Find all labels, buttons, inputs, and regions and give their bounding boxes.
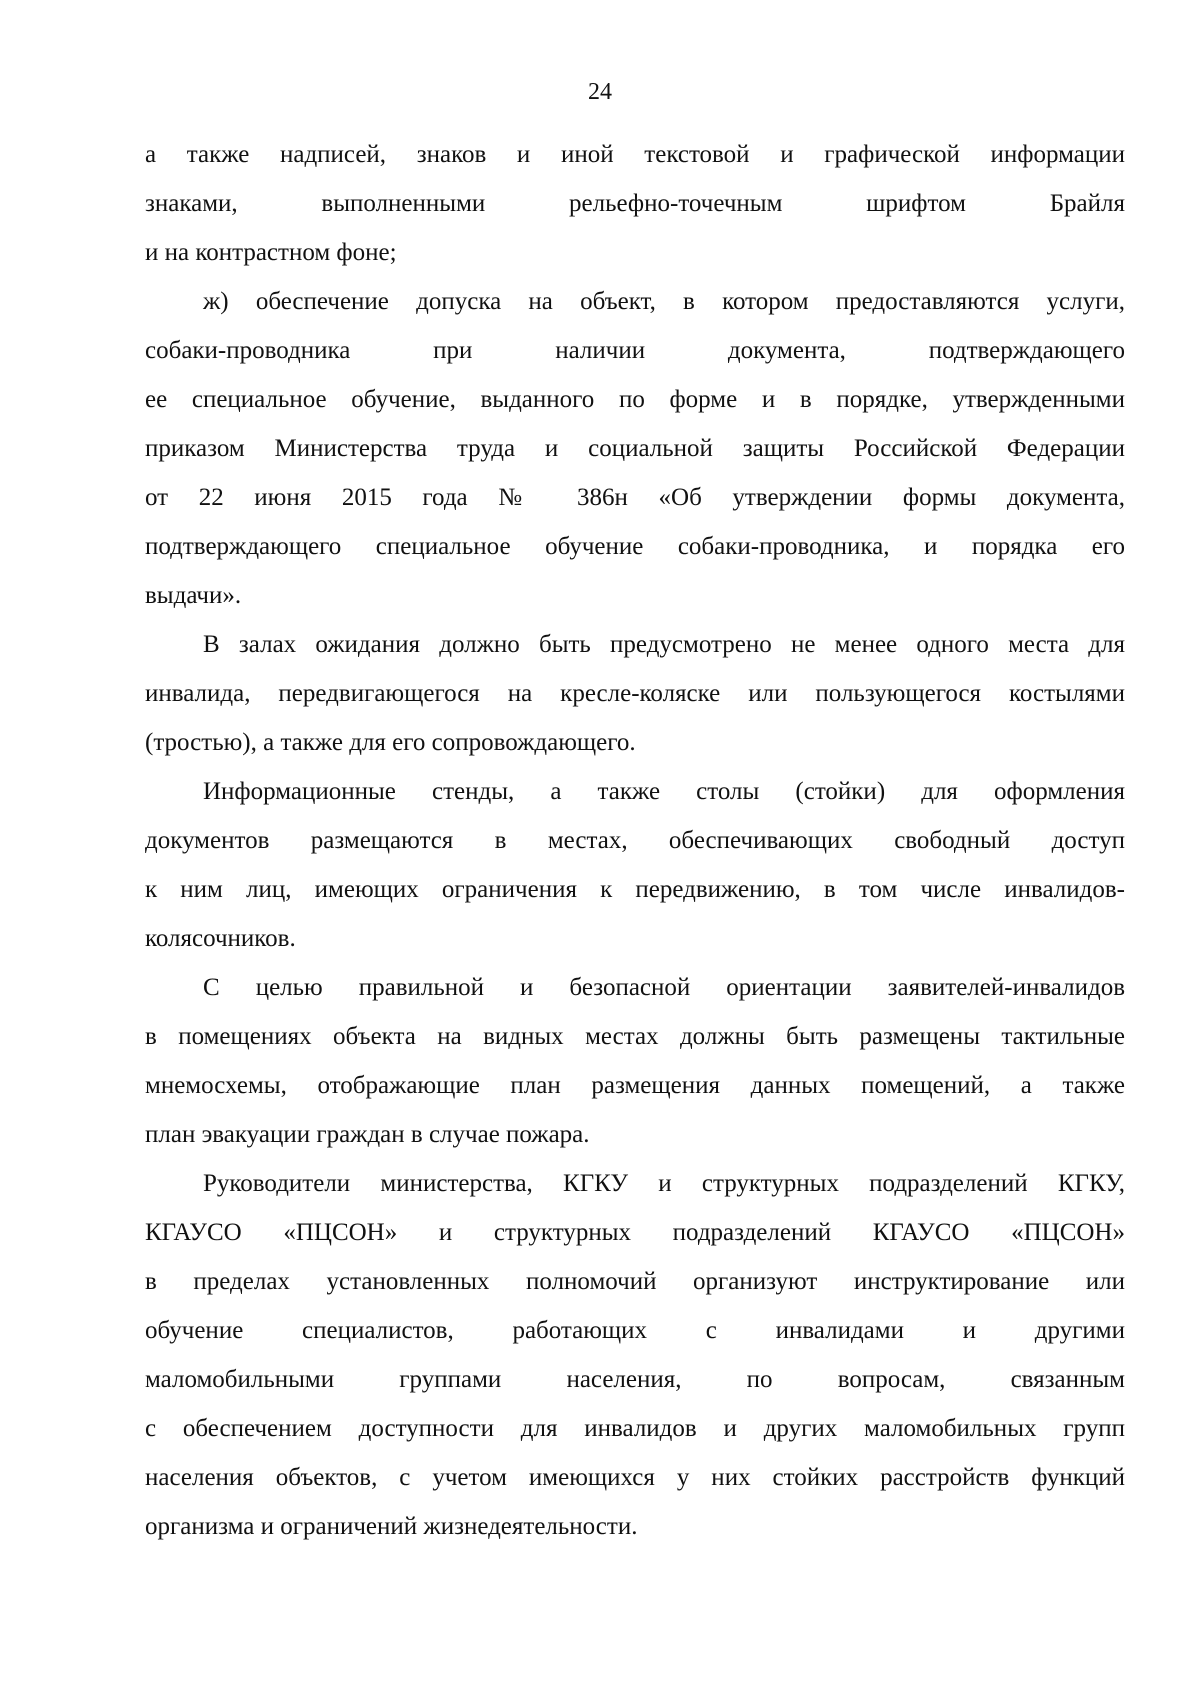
text-line: КГАУСО «ПЦСОН» и структурных подразделений КГАУСО «ПЦСОН» [145, 1219, 1125, 1246]
text-line: В залах ожидания должно быть предусмотрено не менее одного места для [203, 631, 1125, 658]
text-line: ж) обеспечение допуска на объект, в котором предоставляются услуги, [203, 288, 1125, 315]
text-line: документов размещаются в местах, обеспечивающих свободный доступ [145, 827, 1125, 854]
text-line: подтверждающего специальное обучение собаки-проводника, и порядка его [145, 533, 1125, 560]
text-line: (тростью), а также для его сопровождающего. [145, 729, 636, 756]
paragraph-p2 [145, 277, 1125, 620]
text-line: от 22 июня 2015 года № 386н «Об утверждении формы документа, [145, 484, 1125, 511]
text-line: в помещениях объекта на видных местах должны быть размещены тактильные [145, 1023, 1125, 1050]
text-line: и на контрастном фоне; [145, 239, 397, 266]
text-line: мнемосхемы, отображающие план размещения данных помещений, а также [145, 1072, 1125, 1099]
text-line: в пределах установленных полномочий организуют инструктирование или [145, 1268, 1125, 1295]
text-line: обучение специалистов, работающих с инвалидами и другими [145, 1317, 1125, 1344]
text-line: собаки-проводника при наличии документа, подтверждающего [145, 337, 1125, 364]
text-line: план эвакуации граждан в случае пожара. [145, 1121, 590, 1148]
text-line: инвалида, передвигающегося на кресле-коляске или пользующегося костылями [145, 680, 1125, 707]
text-line: Информационные стенды, а также столы (стойки) для оформления [203, 778, 1125, 805]
paragraph-p6 [145, 1159, 1125, 1551]
text-line: Руководители министерства, КГКУ и структурных подразделений КГКУ, [203, 1170, 1125, 1197]
paragraph-p3 [145, 620, 1125, 767]
text-line: колясочников. [145, 925, 296, 952]
text-line: а также надписей, знаков и иной текстовой и графической информации [145, 141, 1125, 168]
text-line: маломобильными группами населения, по вопросам, связанным [145, 1366, 1125, 1393]
document-body [145, 130, 1125, 1551]
paragraph-p4 [145, 767, 1125, 963]
text-line: населения объектов, с учетом имеющихся у них стойких расстройств функций [145, 1464, 1125, 1491]
text-line: приказом Министерства труда и социальной защиты Российской Федерации [145, 435, 1125, 462]
text-line: с обеспечением доступности для инвалидов и других маломобильных групп [145, 1415, 1125, 1442]
page-number: 24 [588, 79, 612, 105]
paragraph-p1 [145, 130, 1125, 277]
text-line: знаками, выполненными рельефно-точечным шрифтом Брайля [145, 190, 1125, 217]
text-line: ее специальное обучение, выданного по форме и в порядке, утвержденными [145, 386, 1125, 413]
text-line: организма и ограничений жизнедеятельности. [145, 1513, 638, 1540]
text-line: выдачи». [145, 582, 242, 609]
paragraph-p5 [145, 963, 1125, 1159]
text-line: С целью правильной и безопасной ориентации заявителей-инвалидов [203, 974, 1125, 1001]
text-line: к ним лиц, имеющих ограничения к передвижению, в том числе инвалидов- [145, 876, 1125, 903]
